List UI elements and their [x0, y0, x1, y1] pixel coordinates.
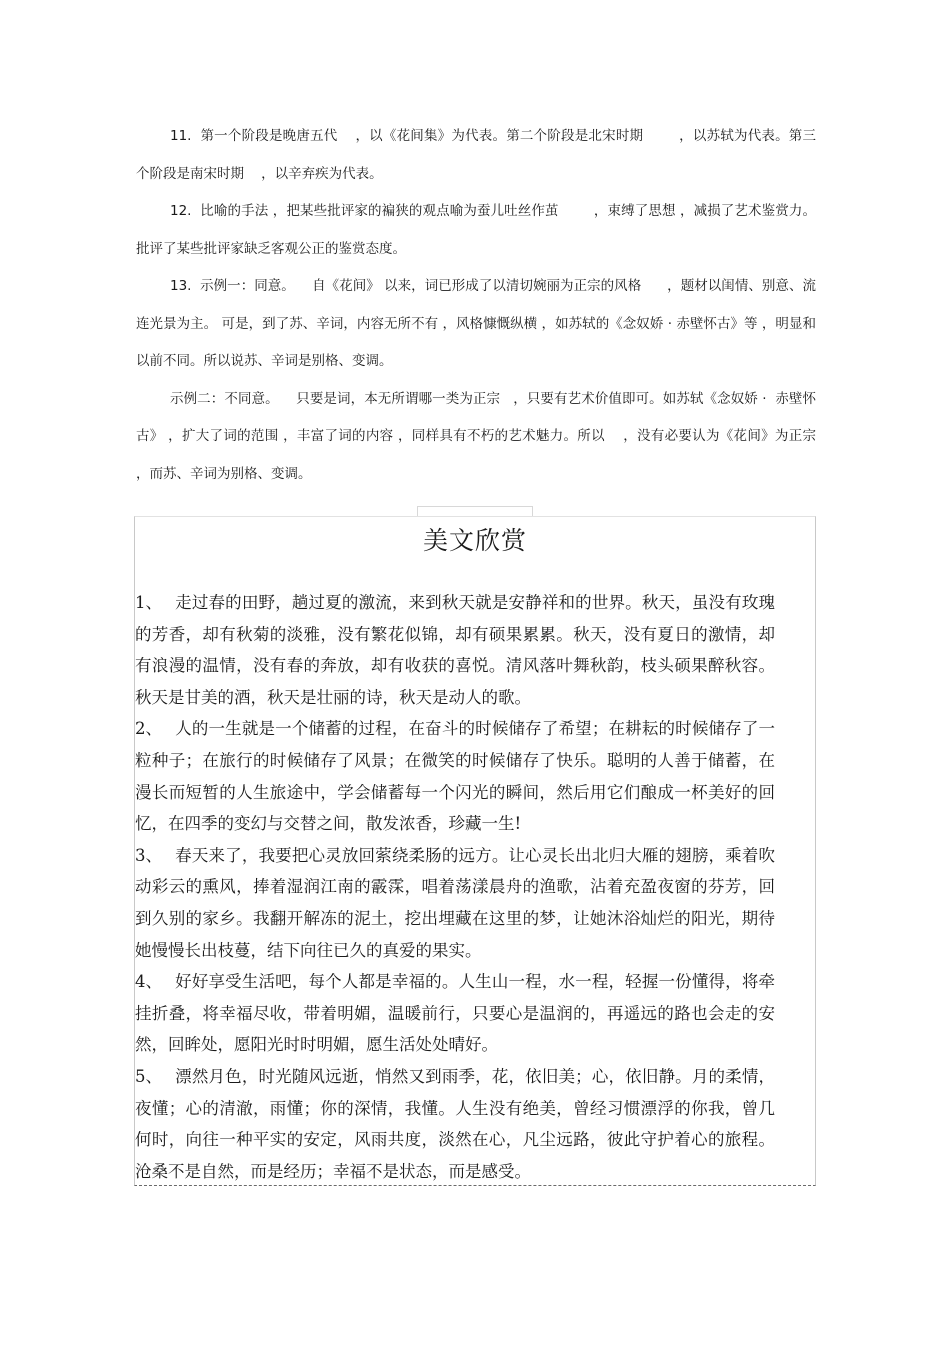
essay-item	[135, 966, 775, 1061]
answer-12: 12. 比喻的手法 ，把某些批评家的褊狭的观点喻为蚕儿吐丝作茧 ，束缚了思想 ，减损了艺术鉴赏力。批评了某些批评家缺乏客观公正的鉴赏态度。	[136, 203, 816, 257]
essay-text: 人的一生就是一个储蓄的过程，在奋斗的时候储存了希望；在耕耘的时候储存了一粒种子；在旅行的时候储存了风景；在微笑的时候储存了快乐。聪明的人善于储蓄，在漫长而短暂的人生旅途中，学会储蓄每一个闪光的瞬间，然后用它们酿成一杯美好的回忆，在四季的变幻与交替之间，散发浓香，珍藏一生!	[135, 719, 775, 834]
essay-text: 好好享受生活吧，每个人都是幸福的。人生山一程，水一程，轻握一份懂得，将牵挂折叠，将幸福尽收，带着明媚，温暖前行，只要心是温润的，再遥远的路也会走的安然，回眸处，愿阳光时时明媚，愿生活处处晴好。	[135, 972, 775, 1055]
essay-list	[135, 587, 775, 1187]
essay-item	[135, 713, 775, 839]
answer-13-example-2: 示例二：不同意。 只要是词，本无所谓哪一类为正宗 ，只要有艺术价值即可。如苏轼《念奴娇 · 赤壁怀古》 ，扩大了词的范围 ，丰富了词的内容 ，同样具有不朽的艺术魅力。所以 ，没有必要认为《花间》为正宗 ，而苏、辛词为别格、变调。	[136, 390, 829, 482]
essay-item	[135, 587, 775, 713]
essay-text: 漂然月色，时光随风远逝，悄然又到雨季，花，依旧美；心，依旧静。月的柔情，夜懂；心的清澈，雨懂；你的深情，我懂。人生没有绝美，曾经习惯漂浮的你我，曾几何时，向往一种平实的安定，风雨共度，淡然在心，凡尘远路，彼此守护着心的旅程。沧桑不是自然，而是经历；幸福不是状态，而是感受。	[135, 1066, 775, 1181]
essay-text: 春天来了，我要把心灵放回萦绕柔肠的远方。让心灵长出北归大雁的翅膀，乘着吹动彩云的熏风，捧着湿润江南的霰霂，唱着荡漾晨舟的渔歌，沾着充盈夜窗的芬芳，回到久别的家乡。我翻开解冻的泥土，挖出埋藏在这里的梦，让她沐浴灿烂的阳光，期待她慢慢长出枝蔓，结下向往已久的真爱的果实。	[135, 845, 775, 960]
essay-item	[135, 840, 775, 966]
section-title: 美文欣赏	[422, 526, 527, 555]
essay-text: 走过春的田野，趟过夏的激流，来到秋天就是安静祥和的世界。秋天，虽没有玫瑰的芳香，却有秋菊的淡雅，没有繁花似锦，却有硕果累累。秋天，没有夏日的激情，却有浪漫的温情，没有春的奔放，却有收获的喜悦。清风落叶舞秋韵，枝头硕果醉秋容。秋天是甘美的酒，秋天是壮丽的诗，秋天是动人的歌。	[135, 593, 775, 707]
essay-item	[135, 1061, 775, 1187]
essay-box	[134, 516, 816, 1186]
answer-13-example-1: 13. 示例一：同意。 自《花间》 以来，词已形成了以清切婉丽为正宗的风格 ，题材以闺情、别意、流连光景为主。 可是，到了苏、辛词，内容无所不有 ，风格慷慨纵横 ，如苏轼的《念奴娇 · 赤壁怀古》等 ，明显和以前不同。所以说苏、辛词是别格、变调。	[136, 278, 816, 369]
answer-11: 11. 第一个阶段是晚唐五代 ，以《花间集》为代表。第二个阶段是北宋时期 ，以苏轼为代表。第三个阶段是南宋时期 ，以辛弃疾为代表。	[136, 128, 816, 182]
essay-number: 2、	[135, 719, 162, 739]
essay-number: 1、	[135, 593, 162, 612]
essay-number: 5、	[135, 1066, 162, 1086]
answer-section	[136, 118, 829, 493]
essay-number: 3、	[135, 845, 162, 865]
essay-number: 4、	[135, 972, 162, 992]
